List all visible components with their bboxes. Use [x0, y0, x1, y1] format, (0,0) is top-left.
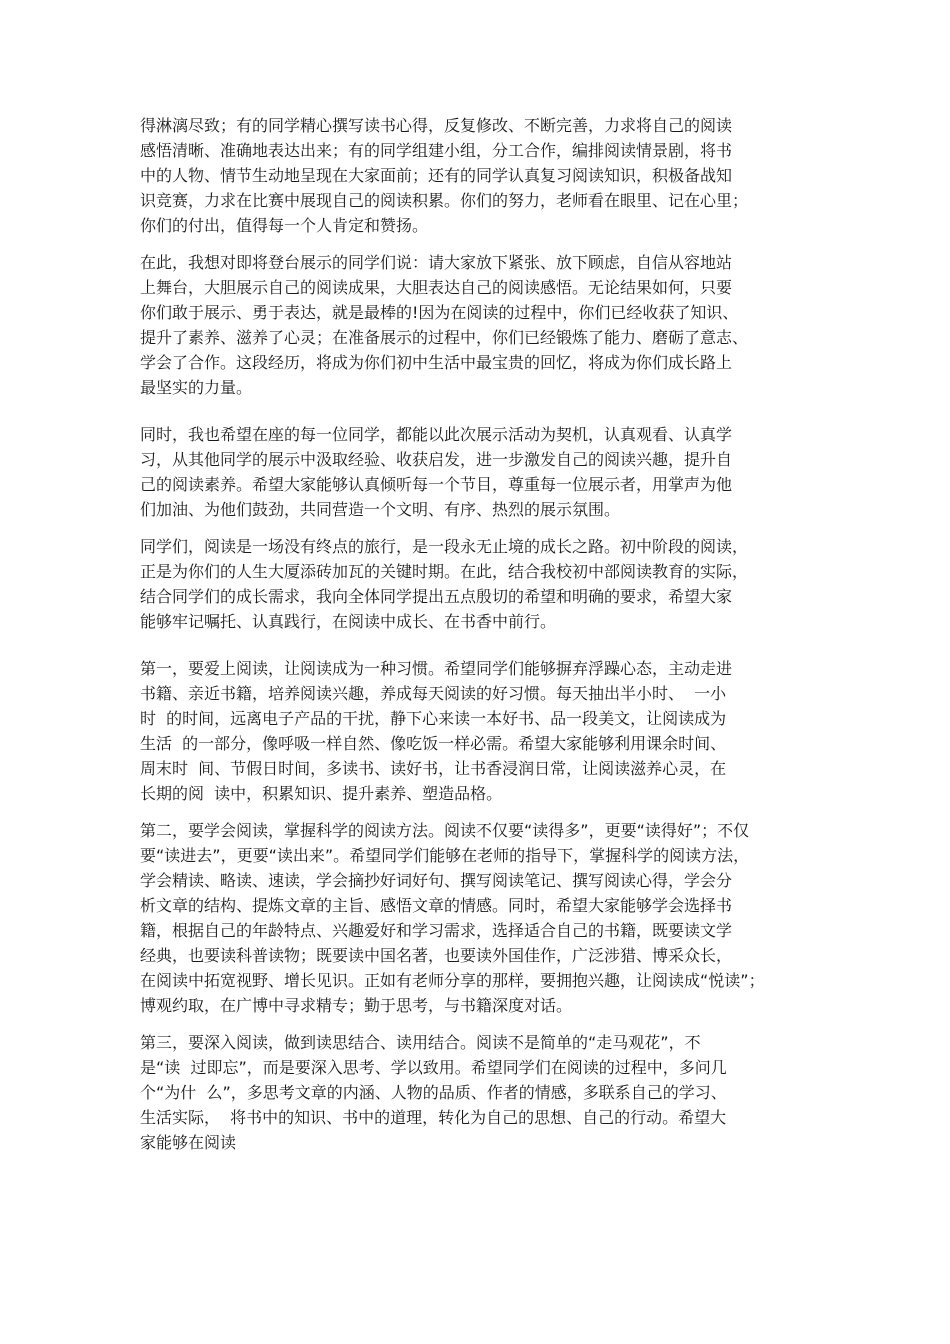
- paragraph: [140, 422, 830, 522]
- text-line: 在阅读中拓宽视野、增长见识。正如有老师分享的那样，要拥抱兴趣，让阅读成“悦读”；: [140, 971, 765, 990]
- paragraph: [140, 250, 830, 400]
- text-line: 第三，要深入阅读，做到读思结合、读用结合。阅读不是简单的“走马观花”，不: [140, 1033, 701, 1052]
- text-line: 正是为你们的人生大厦添砖加瓦的关键时期。在此，结合我校初中部阅读教育的实际，: [140, 562, 749, 581]
- text-line: 析文章的结构、提炼文章的主旨、感悟文章的情感。同时，希望大家能够学会选择书: [140, 896, 733, 915]
- text-line: 要“读进去”，更要“读出来”。希望同学们能够在老师的指导下，掌握科学的阅读方法，: [140, 846, 750, 865]
- text-line: 结合同学们的成长需求，我向全体同学提出五点殷切的希望和明确的要求，希望大家: [140, 587, 733, 606]
- text-line: 同时，我也希望在座的每一位同学，都能以此次展示活动为契机，认真观看、认真学: [140, 425, 733, 444]
- text-line: 你们敢于展示、勇于表达，就是最棒的!因为在阅读的过程中，你们已经收获了知识、: [140, 303, 739, 322]
- paragraph: [140, 656, 830, 806]
- text-line: 在此，我想对即将登台展示的同学们说：请大家放下紧张、放下顾虑，自信从容地站: [140, 253, 733, 272]
- text-line: 得淋漓尽致；有的同学精心撰写读书心得，反复修改、不断完善，力求将自己的阅读: [140, 116, 733, 135]
- text-line: 同学们，阅读是一场没有终点的旅行，是一段永无止境的成长之路。初中阶段的阅读，: [140, 537, 749, 556]
- paragraph: [140, 1030, 830, 1155]
- text-line: 们加油、为他们鼓劲，共同营造一个文明、有序、热烈的展示氛围。: [140, 500, 621, 519]
- text-line: 生活 的一部分，像呼吸一样自然、像吃饭一样必需。希望大家能够利用课余时间、: [140, 734, 727, 753]
- text-line: 第一，要爱上阅读，让阅读成为一种习惯。希望同学们能够摒弃浮躁心态，主动走进: [140, 659, 733, 678]
- text-line: 上舞台，大胆展示自己的阅读成果，大胆表达自己的阅读感悟。无论结果如何，只要: [140, 278, 733, 297]
- text-line: 经典，也要读科普读物；既要读中国名著，也要读外国佳作，广泛涉猎、博采众长，: [140, 946, 733, 965]
- text-line: 能够牢记嘱托、认真践行，在阅读中成长、在书香中前行。: [140, 612, 557, 631]
- document-body: [140, 113, 830, 1167]
- text-line: 家能够在阅读: [140, 1133, 237, 1152]
- text-line: 时 的时间，远离电子产品的干扰，静下心来读一本好书、品一段美文，让阅读成为: [140, 709, 727, 728]
- text-line: 生活实际， 将书中的知识、书中的道理，转化为自己的思想、自己的行动。希望大: [140, 1108, 727, 1127]
- text-line: 学会了合作。这段经历，将成为你们初中生活中最宝贵的回忆，将成为你们成长路上: [140, 353, 733, 372]
- text-line: 周末时 间、节假日时间，多读书、读好书，让书香浸润日常，让阅读滋养心灵，在: [140, 759, 727, 778]
- text-line: 最坚实的力量。: [140, 378, 253, 397]
- text-line: 识竞赛，力求在比赛中展现自己的阅读积累。你们的努力，老师看在眼里、记在心里；: [140, 191, 749, 210]
- text-line: 长期的阅 读中，积累知识、提升素养、塑造品格。: [140, 784, 503, 803]
- text-line: 提升了素养、滋养了心灵；在准备展示的过程中，你们已经锻炼了能力、磨砺了意志、: [140, 328, 749, 347]
- text-line: 个“为什 么”，多思考文章的内涵、人物的品质、作者的情感，多联系自己的学习、: [140, 1083, 727, 1102]
- text-line: 习，从其他同学的展示中汲取经验、收获启发，进一步激发自己的阅读兴趣，提升自: [140, 450, 733, 469]
- paragraph: [140, 818, 830, 1018]
- text-line: 学会精读、略读、速读，学会摘抄好词好句、撰写阅读笔记、撰写阅读心得，学会分: [140, 871, 733, 890]
- text-line: 籍，根据自己的年龄特点、兴趣爱好和学习需求，选择适合自己的书籍，既要读文学: [140, 921, 733, 940]
- text-line: 你们的付出，值得每一个人肯定和赞扬。: [140, 216, 429, 235]
- text-line: 第二，要学会阅读，掌握科学的阅读方法。阅读不仅要“读得多”，更要“读得好”；不仅: [140, 821, 750, 840]
- paragraph: [140, 534, 830, 634]
- text-line: 感悟清晰、准确地表达出来；有的同学组建小组，分工合作，编排阅读情景剧，将书: [140, 141, 733, 160]
- text-line: 中的人物、情节生动地呈现在大家面前；还有的同学认真复习阅读知识，积极备战知: [140, 166, 733, 185]
- text-line: 是“读 过即忘”，而是要深入思考、学以致用。希望同学们在阅读的过程中，多问几: [140, 1058, 727, 1077]
- text-line: 书籍、亲近书籍，培养阅读兴趣，养成每天阅读的好习惯。每天抽出半小时、 一小: [140, 684, 727, 703]
- text-line: 己的阅读素养。希望大家能够认真倾听每一个节目，尊重每一位展示者，用掌声为他: [140, 475, 733, 494]
- paragraph: [140, 113, 830, 238]
- text-line: 博观约取，在广博中寻求精专；勤于思考，与书籍深度对话。: [140, 996, 573, 1015]
